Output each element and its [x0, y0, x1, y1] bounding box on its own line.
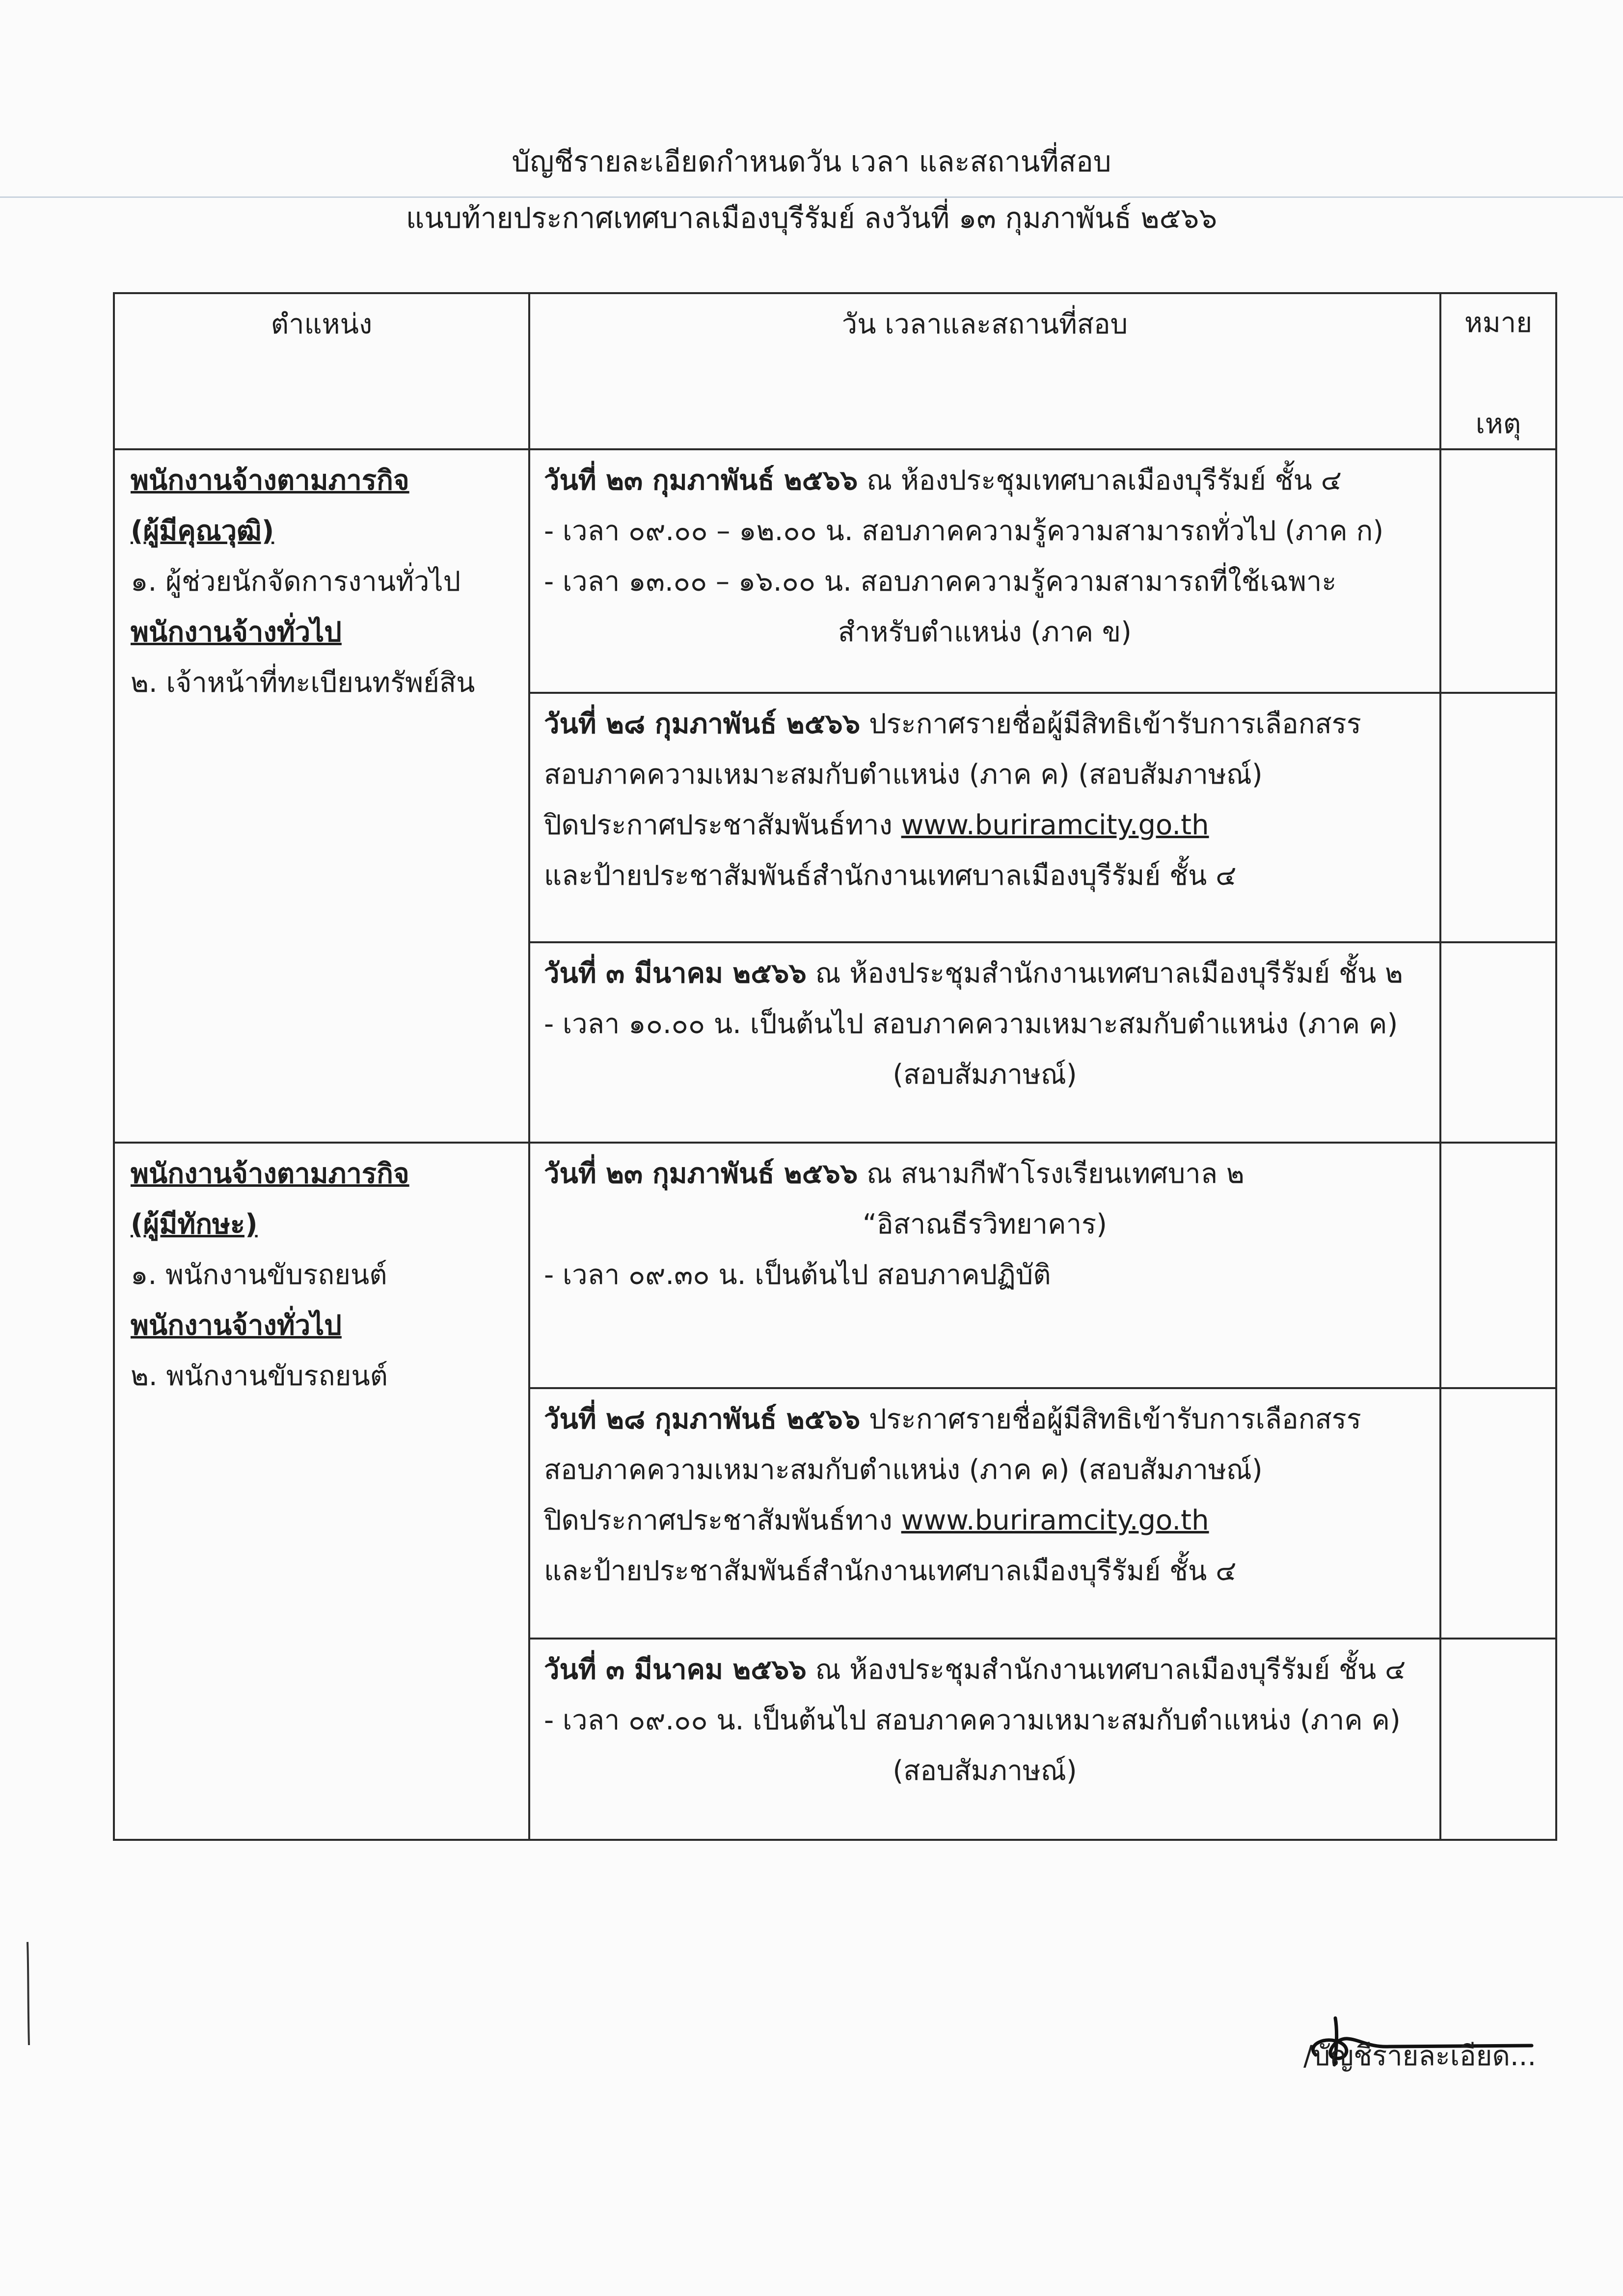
document-title: บัญชีรายละเอียดกำหนดวัน เวลา และสถานที่สอบ — [512, 145, 1111, 178]
schedule-detail: ประกาศรายชื่อผู้มีสิทธิเข้ารับการเลือกสรร — [860, 1403, 1361, 1435]
schedule-date: วันที่ ๒๘ กุมภาพันธ์ ๒๕๖๖ — [544, 708, 861, 740]
continuation-note: /บัญชีรายละเอียด... — [1303, 2040, 1537, 2072]
schedule-detail: ปิดประกาศประชาสัมพันธ์ทาง — [544, 809, 901, 841]
schedule-place: ณ ห้องประชุมเทศบาลเมืองบุรีรัมย์ ชั้น ๔ — [858, 465, 1342, 496]
schedule-detail: - เวลา ๐๙.๐๐ – ๑๒.๐๐ น. สอบภาคความรู้ความสามารถทั่วไป (ภาค ก) — [544, 515, 1384, 547]
table-row — [114, 1143, 1556, 1388]
scan-margin-mark — [26, 1940, 30, 2048]
header-schedule: วัน เวลาและสถานที่สอบ — [529, 293, 1440, 449]
website-link[interactable]: www.buriramcity.go.th — [901, 1504, 1209, 1536]
schedule-date: วันที่ ๒๓ กุมภาพันธ์ ๒๕๖๖ — [544, 1158, 858, 1190]
schedule-detail: และป้ายประชาสัมพันธ์สำนักงานเทศบาลเมืองบุรีรัมย์ ชั้น ๔ — [544, 860, 1237, 892]
schedule-date: วันที่ ๒๓ กุมภาพันธ์ ๒๕๖๖ — [544, 465, 858, 496]
schedule-place: ณ ห้องประชุมสำนักงานเทศบาลเมืองบุรีรัมย์ ชั้น ๒ — [806, 957, 1403, 989]
note-cell — [1440, 1639, 1556, 1840]
schedule-detail: - เวลา ๑๓.๐๐ – ๑๖.๐๐ น. สอบภาคความรู้ความสามารถที่ใช้เฉพาะ — [544, 566, 1337, 598]
note-cell — [1440, 942, 1556, 1143]
schedule-date: วันที่ ๓ มีนาคม ๒๕๖๖ — [544, 1654, 807, 1686]
schedule-cell — [529, 1143, 1440, 1388]
website-link[interactable]: www.buriramcity.go.th — [901, 809, 1209, 841]
schedule-detail: - เวลา ๐๙.๓๐ น. เป็นต้นไป สอบภาคปฏิบัติ — [544, 1259, 1051, 1291]
note-cell — [1440, 693, 1556, 942]
schedule-cell — [529, 942, 1440, 1143]
position-group-title: พนักงานจ้างทั่วไป — [131, 1310, 342, 1341]
schedule-detail: ปิดประกาศประชาสัมพันธ์ทาง — [544, 1504, 901, 1536]
position-group-qualification: (ผู้มีคุณวุฒิ) — [131, 515, 274, 547]
exam-schedule-table — [113, 292, 1557, 1841]
position-item: ๑. พนักงานขับรถยนต์ — [131, 1259, 387, 1291]
schedule-place: ณ ห้องประชุมสำนักงานเทศบาลเมืองบุรีรัมย์ ชั้น ๔ — [806, 1654, 1406, 1686]
schedule-detail: และป้ายประชาสัมพันธ์สำนักงานเทศบาลเมืองบุรีรัมย์ ชั้น ๔ — [544, 1555, 1237, 1587]
table-row — [114, 449, 1556, 693]
note-cell — [1440, 1143, 1556, 1388]
schedule-date: วันที่ ๓ มีนาคม ๒๕๖๖ — [544, 957, 807, 989]
schedule-cell — [529, 1388, 1440, 1639]
page-header-rule — [0, 196, 1623, 198]
schedule-detail: (สอบสัมภาษณ์) — [893, 1755, 1077, 1787]
header-position: ตำแหน่ง — [114, 293, 529, 449]
position-cell — [114, 449, 529, 1143]
table-header-row — [114, 293, 1556, 449]
position-group-title: พนักงานจ้างตามภารกิจ — [131, 1158, 409, 1190]
schedule-detail: “อิสาณธีรวิทยาคาร) — [863, 1208, 1107, 1240]
position-group-title: พนักงานจ้างตามภารกิจ — [131, 465, 409, 496]
position-group-qualification: (ผู้มีทักษะ) — [131, 1208, 258, 1240]
header-note: หมาย เหตุ — [1440, 293, 1556, 449]
schedule-detail: ประกาศรายชื่อผู้มีสิทธิเข้ารับการเลือกสรร — [860, 708, 1361, 740]
schedule-detail: สอบภาคความเหมาะสมกับตำแหน่ง (ภาค ค) (สอบสัมภาษณ์) — [544, 759, 1263, 791]
schedule-date: วันที่ ๒๘ กุมภาพันธ์ ๒๕๖๖ — [544, 1403, 861, 1435]
document-subtitle: แนบท้ายประกาศเทศบาลเมืองบุรีรัมย์ ลงวันที่ ๑๓ กุมภาพันธ์ ๒๕๖๖ — [406, 201, 1217, 235]
schedule-cell — [529, 449, 1440, 693]
position-item: ๒. เจ้าหน้าที่ทะเบียนทรัพย์สิน — [131, 667, 475, 699]
schedule-detail: - เวลา ๐๙.๐๐ น. เป็นต้นไป สอบภาคความเหมาะสมกับตำแหน่ง (ภาค ค) — [544, 1704, 1401, 1736]
schedule-detail: สอบภาคความเหมาะสมกับตำแหน่ง (ภาค ค) (สอบสัมภาษณ์) — [544, 1454, 1263, 1486]
schedule-place: ณ สนามกีฬาโรงเรียนเทศบาล ๒ — [858, 1158, 1244, 1190]
position-item: ๒. พนักงานขับรถยนต์ — [131, 1360, 388, 1392]
schedule-cell — [529, 1639, 1440, 1840]
position-item: ๑. ผู้ช่วยนักจัดการงานทั่วไป — [131, 566, 461, 598]
position-cell — [114, 1143, 529, 1840]
schedule-detail: - เวลา ๑๐.๐๐ น. เป็นต้นไป สอบภาคความเหมาะสมกับตำแหน่ง (ภาค ค) — [544, 1008, 1398, 1040]
position-group-title: พนักงานจ้างทั่วไป — [131, 616, 342, 648]
schedule-detail: สำหรับตำแหน่ง (ภาค ข) — [838, 616, 1132, 648]
note-cell — [1440, 1388, 1556, 1639]
note-cell — [1440, 449, 1556, 693]
schedule-cell — [529, 693, 1440, 942]
schedule-detail: (สอบสัมภาษณ์) — [893, 1059, 1077, 1091]
